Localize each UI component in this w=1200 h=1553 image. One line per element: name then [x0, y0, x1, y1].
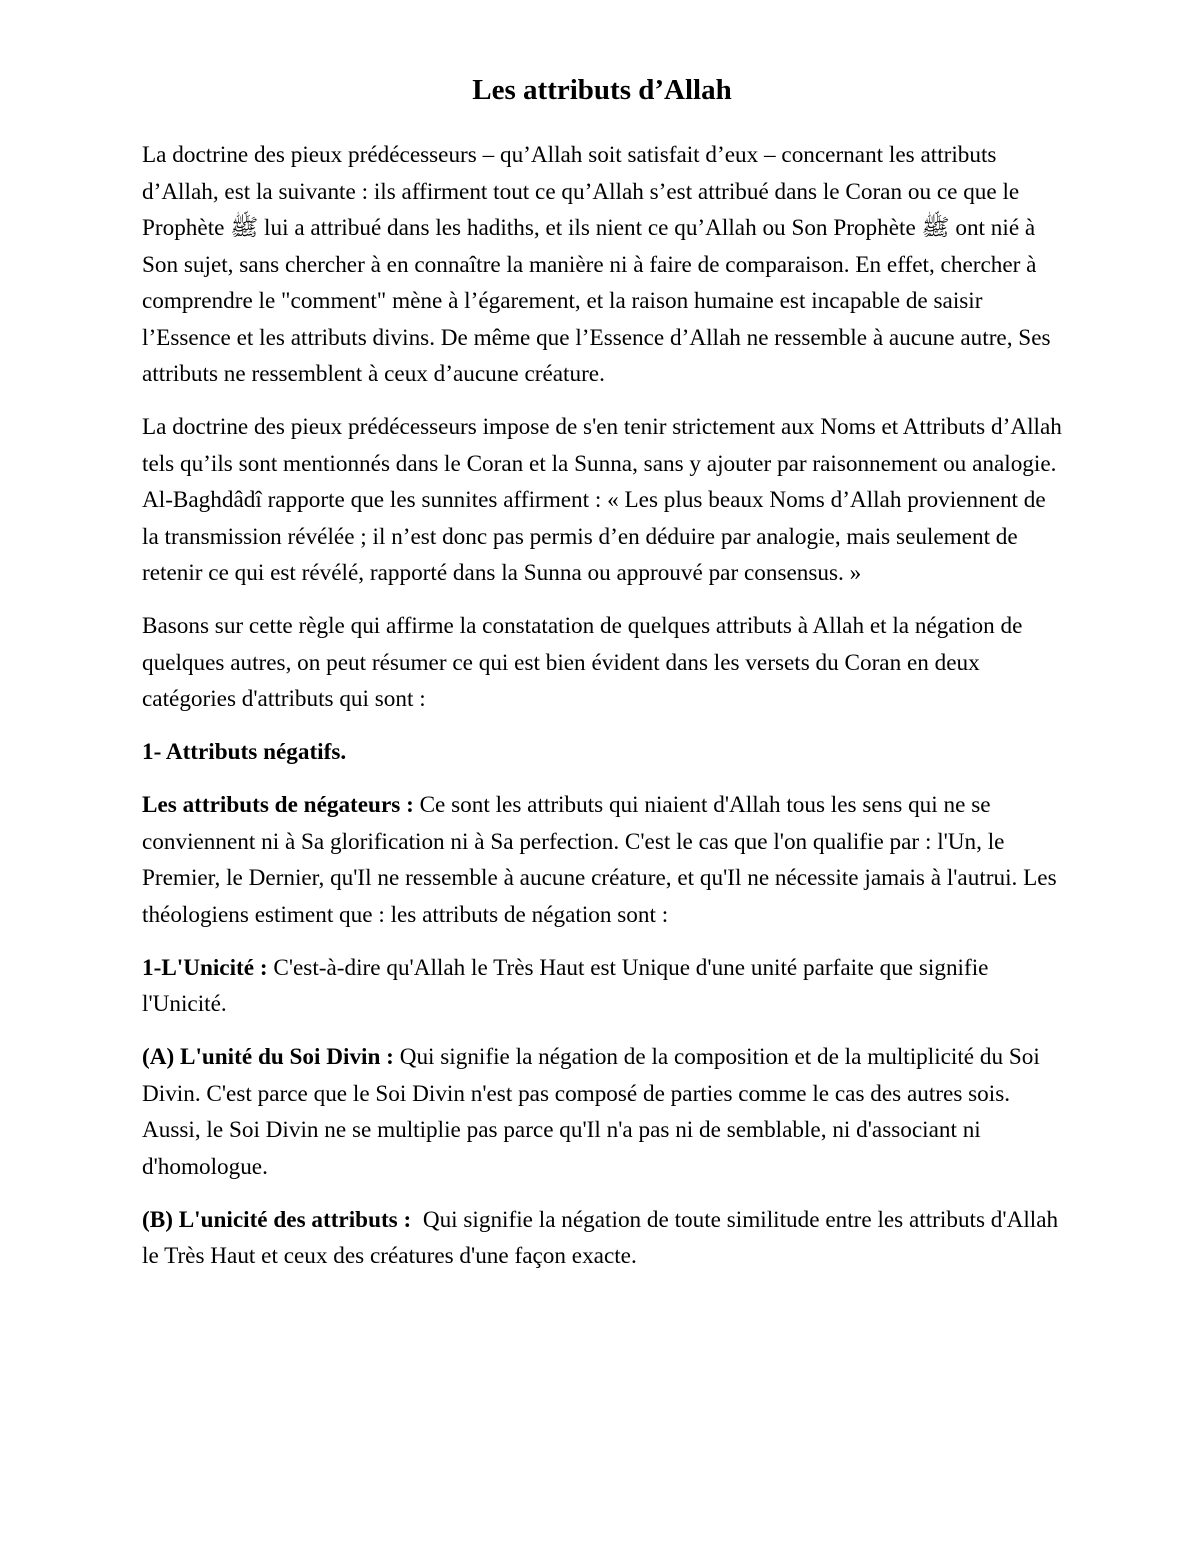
paragraph-unicity — [142, 950, 1062, 1023]
paragraph-unity-divine-self — [142, 1039, 1062, 1185]
paragraph-negator-attributes — [142, 787, 1062, 933]
section-heading-negative-attributes: 1- Attributs négatifs. — [142, 739, 347, 765]
term-negator-attributes: Les attributs de négateurs : — [142, 792, 414, 818]
paragraph-unicity-attributes — [142, 1202, 1062, 1275]
paragraph-doctrine-names: La doctrine des pieux prédécesseurs impose de s'en tenir strictement aux Noms et Attributs d’Allah tels qu’ils sont mentionnés dans le Coran et la Sunna, sans y ajouter par raisonnement ou analogie. Al-Baghdâdî rapporte que les sunnites affirment : « Les plus beaux Noms d’Allah proviennent de la transmission révélée ; il n’est donc pas permis d’en déduire par analogie, mais seulement de retenir ce qui est révélé, rapporté dans la Sunna ou approuvé par consensus. » — [142, 414, 1062, 586]
definition-unicity-attributes: Qui signifie la négation de toute similitude entre les attributs d'Allah le Très Haut et ceux des créatures d'une façon exacte. — [142, 1206, 1064, 1269]
paragraph-doctrine-intro: La doctrine des pieux prédécesseurs – qu’Allah soit satisfait d’eux – concernant les attributs d’Allah, est la suivante : ils affirment tout ce qu’Allah s’est attribué dans le Coran ou ce que le Prophète ﷺ lui a attribué dans les hadiths, et ils nient ce qu’Allah ou Son Prophète ﷺ ont nié à Son sujet, sans chercher à en connaître la manière ni à faire de comparaison. En effet, chercher à comprendre le "comment" mène à l’égarement, et la raison humaine est incapable de saisir l’Essence et les attributs divins. De même que l’Essence d’Allah ne ressemble à aucune autre, Ses attributs ne ressemblent à ceux d’aucune créature. — [142, 142, 1051, 387]
definition-negator-attributes: Ce sont les attributs qui niaient d'Allah tous les sens qui ne se conviennent ni à Sa glorification ni à Sa perfection. C'est le cas que l'on qualifie par : l'Un, le Premier, le Dernier, qu'Il ne ressemble à aucune créature, et qu'Il ne nécessite jamais à l'autrui. Les théologiens estiment que : les attributs de négation sont : — [142, 792, 1057, 928]
term-unicity-attributes: (B) L'unicité des attributs : — [142, 1206, 412, 1233]
term-unity-divine-self: (A) L'unité du Soi Divin : — [142, 1044, 394, 1070]
document-page — [142, 70, 1062, 1291]
paragraph-categories: Basons sur cette règle qui affirme la constatation de quelques attributs à Allah et la négation de quelques autres, on peut résumer ce qui est bien évident dans les versets du Coran en deux catégories d'attributs qui sont : — [142, 613, 1023, 712]
document-title: Les attributs d’Allah — [472, 74, 732, 106]
definition-unity-divine-self: Qui signifie la négation de la composition et de la multiplicité du Soi Divin. C'est parce que le Soi Divin n'est pas composé de parties comme le cas des autres sois. Aussi, le Soi Divin ne se multiplie pas parce qu'Il n'a pas ni de semblable, ni d'associant ni d'homologue. — [142, 1044, 1040, 1180]
term-unicity: 1-L'Unicité : — [142, 954, 268, 981]
definition-unicity: C'est-à-dire qu'Allah le Très Haut est Unique d'une unité parfaite que signifie l'Unicité. — [142, 954, 989, 1017]
